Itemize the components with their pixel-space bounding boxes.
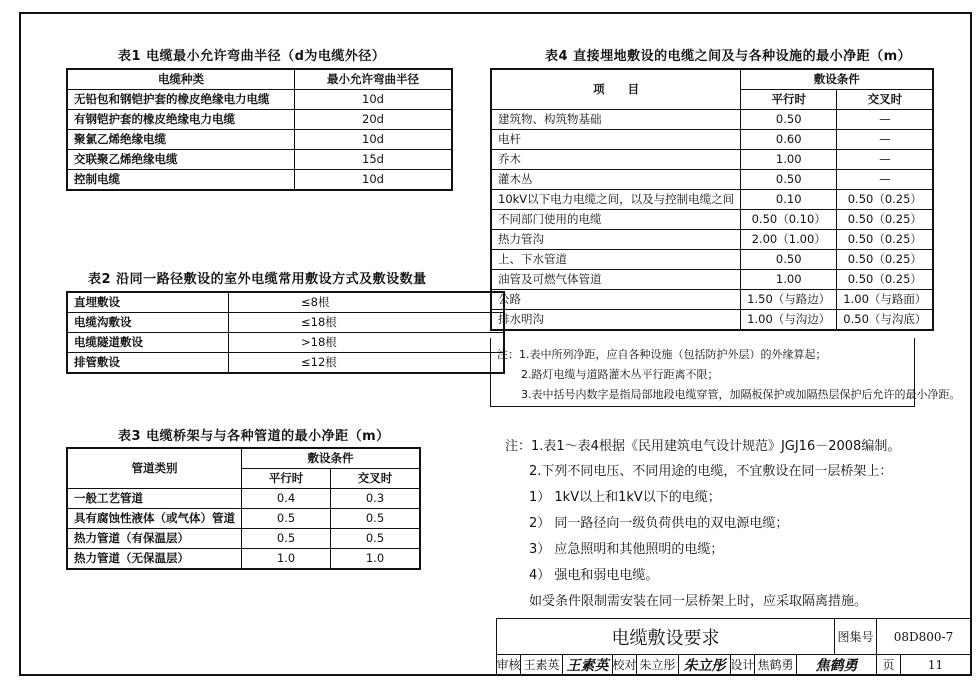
table1-title: 表1 电缆最小允许弯曲半径（d为电缆外径） — [118, 49, 386, 64]
table3-cell-cross: 1.0 — [331, 549, 421, 570]
table3-cell-type: 具有腐蚀性液体（或气体）管道 — [67, 509, 242, 529]
table2-cell-method: 电缆沟敷设 — [67, 313, 229, 333]
table4-cell-item: 热力管沟 — [491, 230, 741, 250]
table1-header-radius: 最小允许弯曲半径 — [295, 69, 453, 90]
table4-header-cond: 敷设条件 — [741, 69, 934, 90]
check-signature: 朱立彤 — [679, 654, 731, 675]
table1-cell-type: 无铅包和钢铠护套的橡皮绝缘电力电缆 — [67, 90, 295, 110]
table4-header-cross: 交叉时 — [837, 90, 934, 110]
table1-cell-radius: 15d — [295, 150, 453, 170]
table2-title: 表2 沿同一路径敷设的室外电缆常用敷设方式及敷设数量 — [88, 272, 427, 287]
table4-cell-par: 0.50（0.10） — [741, 210, 837, 230]
table1-cell-type: 交联聚乙烯绝缘电缆 — [67, 150, 295, 170]
table2-cell-method: 排管敷设 — [67, 353, 229, 374]
drawing-title: 电缆敷设要求 — [497, 619, 835, 654]
table4-cell-par: 1.50（与路边） — [741, 290, 837, 310]
table-row — [67, 292, 504, 313]
table4-cell-item: 公路 — [491, 290, 741, 310]
table3 — [66, 447, 421, 570]
table3-header-par: 平行时 — [242, 469, 331, 489]
table4-title: 表4 直接埋地敷设的电缆之间及与各种设施的最小净距（m） — [545, 49, 912, 64]
table4-cell-cross: — — [837, 110, 934, 130]
table1 — [66, 68, 453, 191]
check-label: 校对 — [613, 654, 637, 675]
table-row — [491, 210, 933, 230]
table4-cell-item: 灌木丛 — [491, 170, 741, 190]
table-row — [491, 170, 933, 190]
table2-cell-count: ≤8根 — [229, 292, 505, 313]
table2-cell-count: ≤18根 — [229, 313, 505, 333]
review-signature: 王素英 — [563, 654, 613, 675]
table3-cell-par: 0.5 — [242, 529, 331, 549]
table-row — [67, 489, 420, 509]
table3-cell-cross: 0.3 — [331, 489, 421, 509]
table-row — [491, 190, 933, 210]
atlas-number: 08D800-7 — [893, 629, 954, 644]
table2-cell-count: ≤12根 — [229, 353, 505, 374]
table4-note-2: 2.路灯电缆与道路灌木丛平行距离不限； — [521, 368, 719, 381]
table4-cell-cross: 0.50（0.25） — [837, 210, 934, 230]
check-name: 朱立彤 — [637, 654, 679, 675]
table4-cell-cross: 0.50（0.25） — [837, 230, 934, 250]
table-row — [491, 310, 933, 331]
note-line-3: 1） 1kV以上和1kV以下的电缆； — [529, 490, 721, 505]
note-line-7: 如受条件限制需安装在同一层桥架上时，应采取隔离措施。 — [529, 594, 868, 609]
table3-cell-par: 1.0 — [242, 549, 331, 570]
design-name: 焦鹤勇 — [755, 654, 797, 675]
table3-cell-cross: 0.5 — [331, 529, 421, 549]
table1-cell-radius: 20d — [295, 110, 453, 130]
table4-cell-item: 建筑物、构筑物基础 — [491, 110, 741, 130]
title-block-signatures — [496, 654, 972, 676]
table4-cell-item: 上、下水管道 — [491, 250, 741, 270]
note-line-4: 2） 同一路径向一级负荷供电的双电源电缆； — [529, 516, 789, 531]
table2-cell-method: 直埋敷设 — [67, 292, 229, 313]
table4-cell-par: 0.50 — [741, 250, 837, 270]
table4-header-par: 平行时 — [741, 90, 837, 110]
table4-notes — [490, 338, 961, 407]
table3-cell-type: 热力管道（有保温层） — [67, 529, 242, 549]
table1-cell-radius: 10d — [295, 130, 453, 150]
table4-cell-cross: 0.50（0.25） — [837, 250, 934, 270]
table4-cell-cross: — — [837, 130, 934, 150]
table3-cell-type: 热力管道（无保温层） — [67, 549, 242, 570]
table-row — [67, 509, 420, 529]
note-line-5: 3） 应急照明和其他照明的电缆； — [529, 542, 724, 557]
table4-cell-par: 0.60 — [741, 130, 837, 150]
table-row — [491, 250, 933, 270]
table3-cell-par: 0.4 — [242, 489, 331, 509]
table1-cell-radius: 10d — [295, 90, 453, 110]
table1-cell-type: 控制电缆 — [67, 170, 295, 191]
table4-cell-item: 10kV以下电力电缆之间，以及与控制电缆之间 — [491, 190, 741, 210]
table-row — [67, 110, 452, 130]
table3-title: 表3 电缆桥架与与各种管道的最小净距（m） — [118, 429, 390, 444]
table-row — [67, 130, 452, 150]
table4-cell-par: 1.00 — [741, 150, 837, 170]
table4-cell-par: 0.50 — [741, 110, 837, 130]
table4-cell-cross: 0.50（0.25） — [837, 190, 934, 210]
table4-cell-par: 2.00（1.00） — [741, 230, 837, 250]
table-row — [67, 150, 452, 170]
table4-cell-item: 油管及可燃气体管道 — [491, 270, 741, 290]
table4-cell-par: 0.50 — [741, 170, 837, 190]
table-row — [491, 130, 933, 150]
table3-header-type: 管道类别 — [67, 448, 242, 489]
table3-cell-cross: 0.5 — [331, 509, 421, 529]
table2-cell-count: >18根 — [229, 333, 505, 353]
table-row — [67, 353, 504, 374]
note-line-6: 4） 强电和弱电电缆。 — [529, 568, 659, 583]
table2 — [66, 291, 505, 374]
review-name: 王素英 — [521, 654, 563, 675]
table4-cell-par: 0.10 — [741, 190, 837, 210]
table4 — [490, 68, 934, 331]
table1-header-type: 电缆种类 — [67, 69, 295, 90]
table4-cell-cross: — — [837, 170, 934, 190]
table-row — [67, 529, 420, 549]
table-row — [67, 170, 452, 191]
table1-cell-type: 聚氯乙烯绝缘电缆 — [67, 130, 295, 150]
table4-header-item: 项 目 — [491, 69, 741, 110]
table4-cell-item: 不同部门使用的电缆 — [491, 210, 741, 230]
page-label: 页 — [877, 654, 901, 675]
table4-cell-item: 排水明沟 — [491, 310, 741, 331]
table-row — [67, 333, 504, 353]
table3-cell-type: 一般工艺管道 — [67, 489, 242, 509]
design-signature: 焦鹤勇 — [797, 654, 877, 675]
table1-cell-type: 有钢铠护套的橡皮绝缘电力电缆 — [67, 110, 295, 130]
table4-note-1: 注：1.表中所列净距，应自各种设施（包括防护外层）的外缘算起； — [497, 348, 827, 361]
table4-cell-cross: 1.00（与路面） — [837, 290, 934, 310]
table4-cell-cross: 0.50（与沟底） — [837, 310, 934, 331]
table4-note-3: 3.表中括号内数字是指局部地段电缆穿管，加隔板保护或加隔热层保护后允许的最小净距。 — [521, 388, 961, 401]
table3-cell-par: 0.5 — [242, 509, 331, 529]
page-number: 11 — [927, 657, 944, 672]
title-block-main — [496, 618, 972, 655]
table-row — [67, 313, 504, 333]
table2-cell-method: 电缆隧道敷设 — [67, 333, 229, 353]
table3-header-cond: 敷设条件 — [242, 448, 421, 469]
table-row — [67, 90, 452, 110]
table-row — [67, 549, 420, 570]
table3-header-cross: 交叉时 — [331, 469, 421, 489]
table-row — [491, 270, 933, 290]
table-row — [491, 110, 933, 130]
table-row — [491, 230, 933, 250]
table4-cell-cross: — — [837, 150, 934, 170]
table4-cell-par: 1.00 — [741, 270, 837, 290]
note-line-2: 2.下列不同电压、不同用途的电缆，不宜敷设在同一层桥架上： — [529, 464, 893, 479]
table-row — [491, 150, 933, 170]
title-block — [496, 618, 972, 676]
table-row — [491, 290, 933, 310]
review-label: 审核 — [497, 654, 521, 675]
atlas-label: 图集号 — [835, 619, 877, 654]
table1-cell-radius: 10d — [295, 170, 453, 191]
note-line-1: 注：1.表1～表4根据《民用建筑电气设计规范》JGJ16－2008编制。 — [505, 439, 901, 454]
table4-cell-item: 乔木 — [491, 150, 741, 170]
table4-cell-par: 1.00（与沟边） — [741, 310, 837, 331]
design-label: 设计 — [731, 654, 755, 675]
table4-cell-cross: 0.50（0.25） — [837, 270, 934, 290]
table4-cell-item: 电杆 — [491, 130, 741, 150]
